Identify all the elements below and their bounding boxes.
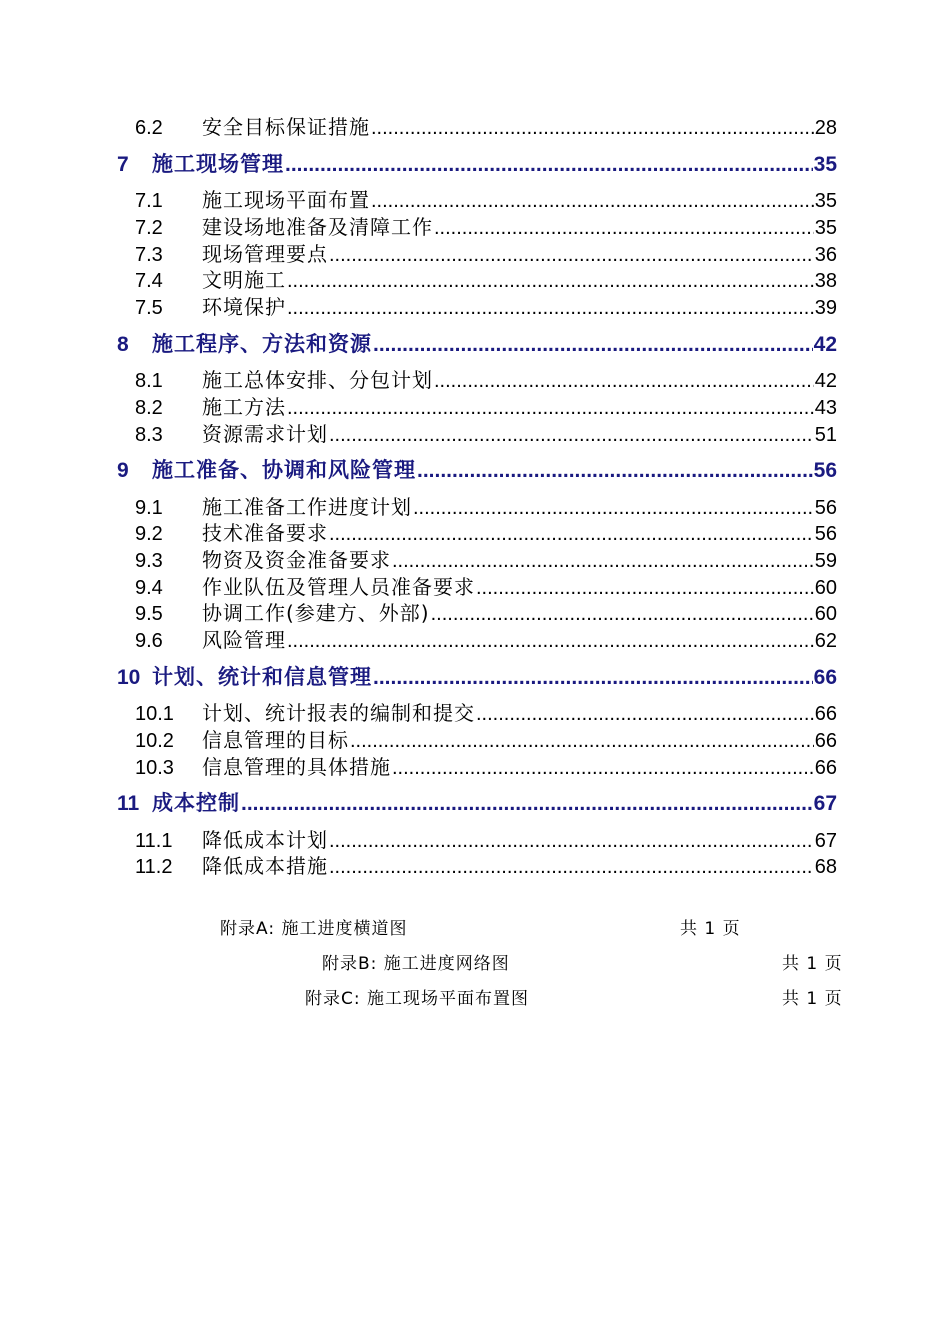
section-title: 计划、统计和信息管理: [152, 665, 372, 689]
dot-leader: [371, 115, 814, 141]
entry-title: 施工总体安排、分包计划: [202, 368, 433, 392]
entry-title: 技术准备要求: [202, 521, 328, 545]
entry-number: 10.1: [135, 703, 174, 725]
dot-leader: [373, 332, 813, 358]
toc-section-10[interactable]: [117, 664, 837, 690]
section-page: 35: [813, 153, 837, 176]
dot-leader: [431, 601, 814, 627]
entry-number: 9.1: [135, 497, 163, 519]
dot-leader: [476, 575, 814, 601]
entry-number: 8.2: [135, 397, 163, 419]
section-title: 施工现场管理: [152, 152, 284, 176]
toc-entry-7-4[interactable]: [135, 267, 837, 293]
entry-page: 59: [814, 550, 837, 572]
entry-page: 51: [814, 424, 837, 446]
entry-number: 7.3: [135, 244, 163, 266]
section-page: 42: [813, 333, 837, 356]
toc-section-11[interactable]: [117, 790, 837, 816]
toc-entry-9-3[interactable]: [135, 547, 837, 573]
entry-title: 作业队伍及管理人员准备要求: [202, 575, 475, 599]
entry-title: 环境保护: [202, 295, 286, 319]
entry-number: 8.1: [135, 370, 163, 392]
section-number: 10: [117, 666, 141, 689]
entry-title: 降低成本计划: [202, 828, 328, 852]
toc-entry-9-2[interactable]: [135, 520, 837, 546]
section-number: 9: [117, 459, 129, 482]
toc-entry-9-1[interactable]: [135, 494, 837, 520]
toc-entry-10-1[interactable]: [135, 700, 837, 726]
entry-number: 10.3: [135, 757, 174, 779]
dot-leader: [434, 215, 814, 241]
toc-entry-9-4[interactable]: [135, 574, 837, 600]
entry-number: 9.5: [135, 603, 163, 625]
toc-entry-6-2[interactable]: [135, 114, 837, 140]
entry-page: 60: [814, 577, 837, 599]
entry-title: 文明施工: [202, 268, 286, 292]
dot-leader: [373, 665, 813, 691]
entry-number: 11.1: [135, 830, 173, 852]
section-page: 66: [813, 666, 837, 689]
entry-page: 35: [814, 190, 837, 212]
appendix-c[interactable]: [305, 984, 845, 1009]
entry-number: 7.2: [135, 217, 163, 239]
dot-leader: [329, 521, 814, 547]
entry-number: 7.1: [135, 190, 163, 212]
dot-leader: [392, 548, 814, 574]
dot-leader: [350, 728, 814, 754]
entry-title: 施工现场平面布置: [202, 188, 370, 212]
entry-title: 计划、统计报表的编制和提交: [202, 701, 475, 725]
entry-page: 66: [814, 730, 837, 752]
entry-title: 物资及资金准备要求: [202, 548, 391, 572]
appendix-label: 附录A: 施工进度横道图: [220, 919, 408, 939]
entry-page: 42: [814, 370, 837, 392]
appendix-b[interactable]: [322, 949, 842, 974]
entry-number: 9.4: [135, 577, 163, 599]
entry-title: 现场管理要点: [202, 242, 328, 266]
entry-page: 60: [814, 603, 837, 625]
appendix-pages: 共 1 页: [782, 989, 843, 1009]
entry-page: 28: [814, 117, 837, 139]
section-title: 成本控制: [152, 791, 240, 815]
dot-leader: [329, 242, 814, 268]
section-title: 施工程序、方法和资源: [152, 332, 372, 356]
entry-title: 资源需求计划: [202, 422, 328, 446]
toc-entry-8-1[interactable]: [135, 367, 837, 393]
entry-title: 施工方法: [202, 395, 286, 419]
entry-page: 62: [814, 630, 837, 652]
entry-page: 66: [814, 703, 837, 725]
section-number: 11: [117, 792, 140, 815]
entry-number: 9.3: [135, 550, 163, 572]
appendix-pages: 共 1 页: [680, 919, 741, 939]
toc-entry-7-5[interactable]: [135, 294, 837, 320]
dot-leader: [329, 828, 814, 854]
entry-page: 43: [814, 397, 837, 419]
section-page: 67: [813, 792, 837, 815]
entry-page: 56: [814, 497, 837, 519]
dot-leader: [434, 368, 814, 394]
dot-leader: [371, 188, 814, 214]
entry-page: 68: [814, 856, 837, 878]
dot-leader: [287, 268, 814, 294]
toc-entry-11-1[interactable]: [135, 827, 837, 853]
dot-leader: [329, 854, 814, 880]
dot-leader: [287, 295, 814, 321]
toc-section-7[interactable]: [117, 151, 837, 177]
dot-leader: [241, 791, 813, 817]
entry-number: 9.6: [135, 630, 163, 652]
dot-leader: [417, 458, 813, 484]
entry-number: 7.4: [135, 270, 163, 292]
entry-number: 6.2: [135, 117, 163, 139]
toc-section-8[interactable]: [117, 331, 837, 357]
toc-entry-10-2[interactable]: [135, 727, 837, 753]
toc-entry-8-3[interactable]: [135, 421, 837, 447]
entry-page: 36: [814, 244, 837, 266]
appendix-label: 附录B: 施工进度网络图: [322, 954, 510, 974]
entry-number: 9.2: [135, 523, 163, 545]
dot-leader: [476, 701, 814, 727]
entry-page: 38: [814, 270, 837, 292]
entry-title: 建设场地准备及清障工作: [202, 215, 433, 239]
entry-title: 信息管理的具体措施: [202, 755, 391, 779]
entry-page: 66: [814, 757, 837, 779]
entry-page: 39: [814, 297, 837, 319]
section-title: 施工准备、协调和风险管理: [152, 458, 416, 482]
entry-title: 协调工作(参建方、外部): [202, 601, 430, 625]
section-number: 7: [117, 153, 129, 176]
toc-entry-11-2[interactable]: [135, 853, 837, 879]
appendix-a[interactable]: [220, 914, 740, 939]
appendix-pages: 共 1 页: [782, 954, 843, 974]
appendix-label: 附录C: 施工现场平面布置图: [305, 989, 530, 1009]
dot-leader: [329, 422, 814, 448]
entry-title: 信息管理的目标: [202, 728, 349, 752]
entry-number: 8.3: [135, 424, 163, 446]
entry-page: 35: [814, 217, 837, 239]
section-number: 8: [117, 333, 129, 356]
toc-entry-7-1[interactable]: [135, 187, 837, 213]
entry-title: 风险管理: [202, 628, 286, 652]
dot-leader: [413, 495, 814, 521]
entry-page: 56: [814, 523, 837, 545]
toc-entry-9-6[interactable]: [135, 627, 837, 653]
entry-title: 施工准备工作进度计划: [202, 495, 412, 519]
section-page: 56: [813, 459, 837, 482]
entry-number: 10.2: [135, 730, 174, 752]
entry-title: 降低成本措施: [202, 854, 328, 878]
toc-section-9[interactable]: [117, 457, 837, 483]
dot-leader: [285, 152, 813, 178]
toc-entry-7-2[interactable]: [135, 214, 837, 240]
dot-leader: [392, 755, 814, 781]
entry-number: 11.2: [135, 856, 173, 878]
toc-entry-7-3[interactable]: [135, 241, 837, 267]
entry-page: 67: [814, 830, 837, 852]
dot-leader: [287, 628, 814, 654]
toc-entry-8-2[interactable]: [135, 394, 837, 420]
entry-number: 7.5: [135, 297, 163, 319]
dot-leader: [287, 395, 814, 421]
toc-entry-9-5[interactable]: [135, 600, 837, 626]
toc-entry-10-3[interactable]: [135, 754, 837, 780]
entry-title: 安全目标保证措施: [202, 115, 370, 139]
